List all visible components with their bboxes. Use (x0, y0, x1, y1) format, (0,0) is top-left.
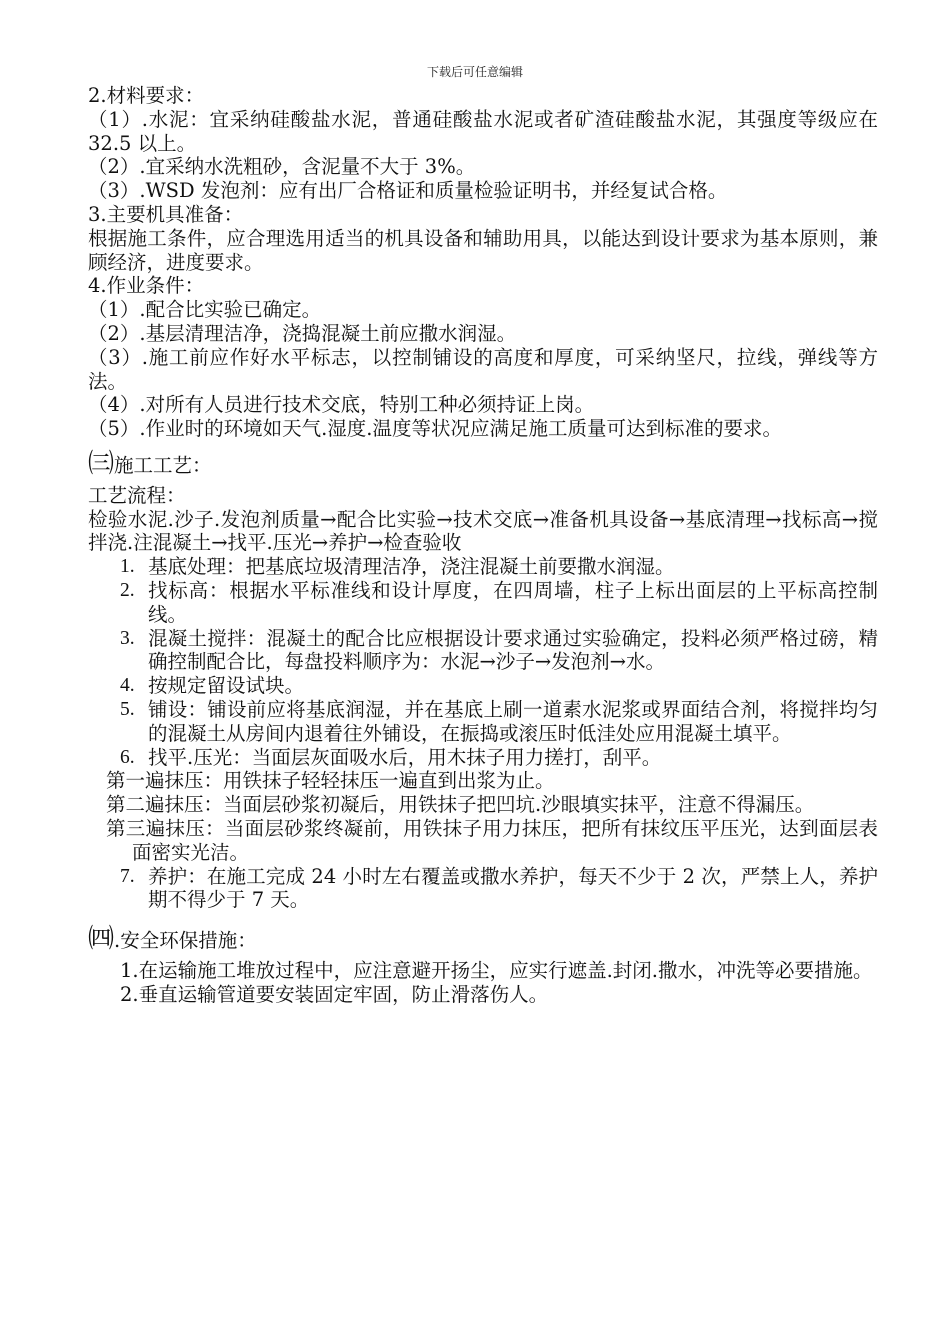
conditions-item: （2）.基层清理洁净，浇捣混凝土前应撒水润湿。 (88, 321, 517, 345)
conditions-item: （3）.施工前应作好水平标志，以控制铺设的高度和厚度，可采纳坚尺，拉线，弹线等方法。 (88, 345, 878, 393)
step-text: 找标高：根据水平标准线和设计厚度，在四周墙，柱子上标出面层的上平标高控制线。 (148, 578, 878, 626)
machines-text: 根据施工条件，应合理选用适当的机具设备和辅助用具，以能达到设计要求为基本原则，兼顾经济，进度要求。 (88, 226, 878, 274)
process-step (88, 746, 878, 770)
document-body (88, 84, 878, 1006)
materials-item: （2）.宜采纳水洗粗砂，含泥量不大于 3%。 (88, 155, 476, 179)
conditions-item: （1）.配合比实验已确定。 (88, 298, 322, 322)
flow-text: 检验水泥.沙子.发泡剂质量→配合比实验→技术交底→准备机具设备→基底清理→找标高→搅拌浇.注混凝土→找平.压光→养护→检查验收 (88, 507, 878, 555)
safety-section-mark: ㈣ (88, 924, 115, 955)
materials-title: 2.材料要求： (88, 84, 205, 107)
process-step (88, 698, 878, 746)
step-number: 4. (120, 675, 135, 697)
process-heading (88, 448, 878, 479)
trowel-pass: 第一遍抹压：用铁抹子轻轻抹压一遍直到出浆为止。 (106, 769, 555, 793)
step-text: 按规定留设试块。 (148, 674, 305, 698)
safety-item: 1.在运输施工堆放过程中，应注意避开扬尘，应实行遮盖.封闭.撒水，冲洗等必要措施。 (120, 958, 873, 982)
step-text: 养护：在施工完成 24 小时左右覆盖或撒水养护，每天不少于 2 次，严禁上人，养护期不得少于 7 天。 (148, 864, 878, 912)
step-text: 基底处理：把基底垃圾清理洁净，浇注混凝土前要撒水润湿。 (148, 555, 675, 579)
step-number: 1. (120, 556, 135, 578)
process-step (88, 555, 878, 579)
process-section-mark: ㈢ (88, 448, 115, 479)
trowel-pass: 第二遍抹压：当面层砂浆初凝后，用铁抹子把凹坑.沙眼填实抹平，注意不得漏压。 (106, 793, 815, 817)
materials-item: （3）.WSD 发泡剂：应有出厂合格证和质量检验证明书，并经复试合格。 (88, 179, 728, 203)
process-step (88, 865, 878, 913)
step-number: 6. (120, 746, 135, 768)
materials-item: （1）.水泥：宜采纳硅酸盐水泥，普通硅酸盐水泥或者矿渣硅酸盐水泥，其强度等级应在 32.5 以上。 (88, 107, 878, 155)
step-number: 3. (120, 627, 135, 649)
trowel-pass: 第三遍抹压：当面层砂浆终凝前，用铁抹子用力抹压，把所有抹纹压平压光，达到面层表面密实光洁。 (106, 816, 878, 864)
step-text: 混凝土搅拌：混凝土的配合比应根据设计要求通过实验确定，投料必须严格过磅，精确控制配合比，每盘投料顺序为：水泥→沙子→发泡剂→水。 (148, 626, 878, 674)
process-step (88, 627, 878, 675)
step-number: 5. (120, 698, 135, 720)
machines-title: 3.主要机具准备： (88, 202, 244, 226)
step-text: 铺设：铺设前应将基底润湿，并在基底上刷一道素水泥浆或界面结合剂，将搅拌均匀的混凝土从房间内退着往外铺设，在振捣或滚压时低洼处应用混凝土填平。 (148, 697, 878, 745)
conditions-item: （5）.作业时的环境如天气.湿度.温度等状况应满足施工质量可达到标准的要求。 (88, 417, 783, 441)
process-step (88, 674, 878, 698)
conditions-item: （4）.对所有人员进行技术交底，特别工种必须持证上岗。 (88, 393, 595, 417)
page-header: 下载后可任意编辑 (426, 65, 523, 79)
safety-heading (88, 926, 878, 953)
conditions-title: 4.作业条件： (88, 274, 205, 298)
step-number: 2. (120, 579, 135, 601)
safety-item: 2.垂直运输管道要安装固定牢固，防止滑落伤人。 (120, 982, 549, 1006)
step-text: 找平.压光：当面层灰面吸水后，用木抹子用力搓打，刮平。 (148, 745, 662, 769)
process-title: 施工工艺： (114, 453, 212, 477)
step-number: 7. (120, 865, 135, 887)
process-step (88, 579, 878, 627)
flow-title: 工艺流程： (88, 483, 186, 507)
safety-title: .安全环保措施： (114, 929, 257, 953)
